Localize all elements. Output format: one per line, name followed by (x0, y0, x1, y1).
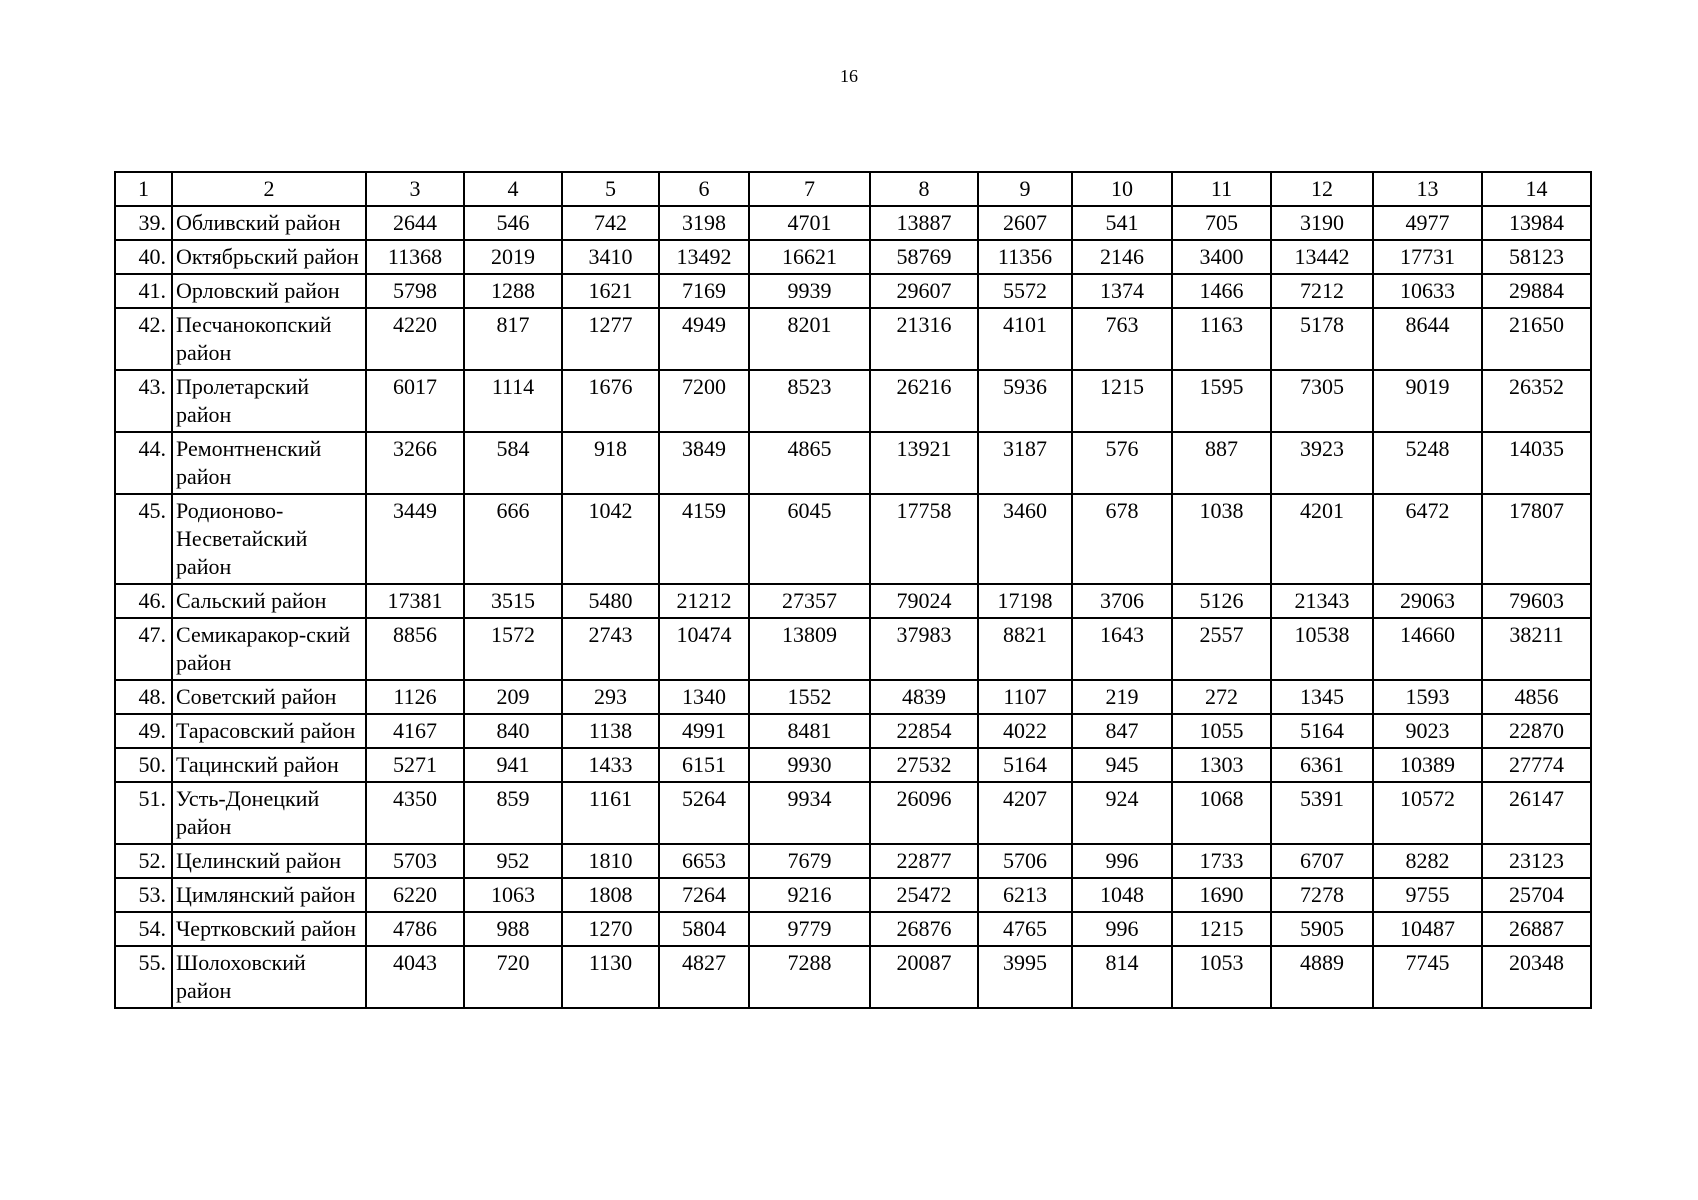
value-cell: 17758 (870, 494, 978, 584)
row-number: 54. (115, 912, 172, 946)
district-name: Целинский район (172, 844, 366, 878)
value-cell: 3449 (366, 494, 464, 584)
value-cell: 3410 (562, 240, 659, 274)
value-cell: 5798 (366, 274, 464, 308)
table-row (115, 274, 1591, 308)
value-cell: 4350 (366, 782, 464, 844)
value-cell: 58769 (870, 240, 978, 274)
value-cell: 26887 (1482, 912, 1591, 946)
value-cell: 9023 (1373, 714, 1482, 748)
value-cell: 4991 (659, 714, 749, 748)
value-cell: 1138 (562, 714, 659, 748)
value-cell: 1466 (1172, 274, 1271, 308)
value-cell: 209 (464, 680, 562, 714)
value-cell: 17731 (1373, 240, 1482, 274)
value-cell: 952 (464, 844, 562, 878)
page-number: 16 (840, 66, 858, 86)
column-header: 12 (1271, 172, 1373, 206)
value-cell: 4220 (366, 308, 464, 370)
value-cell: 7169 (659, 274, 749, 308)
value-cell: 22877 (870, 844, 978, 878)
value-cell: 3923 (1271, 432, 1373, 494)
value-cell: 27532 (870, 748, 978, 782)
row-number: 43. (115, 370, 172, 432)
value-cell: 859 (464, 782, 562, 844)
value-cell: 584 (464, 432, 562, 494)
value-cell: 1345 (1271, 680, 1373, 714)
value-cell: 4701 (749, 206, 870, 240)
value-cell: 7212 (1271, 274, 1373, 308)
value-cell: 1593 (1373, 680, 1482, 714)
district-name: Цимлянский район (172, 878, 366, 912)
value-cell: 22870 (1482, 714, 1591, 748)
value-cell: 10487 (1373, 912, 1482, 946)
value-cell: 21650 (1482, 308, 1591, 370)
value-cell: 2019 (464, 240, 562, 274)
value-cell: 79603 (1482, 584, 1591, 618)
value-cell: 7305 (1271, 370, 1373, 432)
table-row (115, 206, 1591, 240)
header-row (115, 172, 1591, 206)
table-row (115, 878, 1591, 912)
value-cell: 38211 (1482, 618, 1591, 680)
row-number: 46. (115, 584, 172, 618)
table-row (115, 494, 1591, 584)
row-number: 52. (115, 844, 172, 878)
value-cell: 10474 (659, 618, 749, 680)
value-cell: 1053 (1172, 946, 1271, 1008)
row-number: 42. (115, 308, 172, 370)
value-cell: 6707 (1271, 844, 1373, 878)
value-cell: 17807 (1482, 494, 1591, 584)
value-cell: 13887 (870, 206, 978, 240)
value-cell: 25704 (1482, 878, 1591, 912)
value-cell: 7745 (1373, 946, 1482, 1008)
value-cell: 4101 (978, 308, 1072, 370)
value-cell: 4201 (1271, 494, 1373, 584)
value-cell: 4765 (978, 912, 1072, 946)
district-name: Советский район (172, 680, 366, 714)
value-cell: 3460 (978, 494, 1072, 584)
value-cell: 8481 (749, 714, 870, 748)
value-cell: 1810 (562, 844, 659, 878)
row-number: 55. (115, 946, 172, 1008)
value-cell: 1572 (464, 618, 562, 680)
value-cell: 5164 (978, 748, 1072, 782)
value-cell: 11356 (978, 240, 1072, 274)
value-cell: 705 (1172, 206, 1271, 240)
value-cell: 996 (1072, 844, 1172, 878)
district-name: Родионово-Несветайский район (172, 494, 366, 584)
value-cell: 5706 (978, 844, 1072, 878)
value-cell: 1055 (1172, 714, 1271, 748)
value-cell: 13921 (870, 432, 978, 494)
district-name: Ремонтненский район (172, 432, 366, 494)
value-cell: 14035 (1482, 432, 1591, 494)
value-cell: 37983 (870, 618, 978, 680)
data-table (114, 171, 1592, 1009)
value-cell: 1733 (1172, 844, 1271, 878)
value-cell: 26352 (1482, 370, 1591, 432)
value-cell: 742 (562, 206, 659, 240)
value-cell: 11368 (366, 240, 464, 274)
value-cell: 1126 (366, 680, 464, 714)
value-cell: 16621 (749, 240, 870, 274)
table-row (115, 782, 1591, 844)
table-row (115, 370, 1591, 432)
value-cell: 6220 (366, 878, 464, 912)
value-cell: 4856 (1482, 680, 1591, 714)
value-cell: 3706 (1072, 584, 1172, 618)
value-cell: 9934 (749, 782, 870, 844)
value-cell: 7200 (659, 370, 749, 432)
column-header: 10 (1072, 172, 1172, 206)
value-cell: 26876 (870, 912, 978, 946)
value-cell: 23123 (1482, 844, 1591, 878)
value-cell: 1114 (464, 370, 562, 432)
value-cell: 14660 (1373, 618, 1482, 680)
district-name: Семикаракор-ский район (172, 618, 366, 680)
value-cell: 8644 (1373, 308, 1482, 370)
value-cell: 5178 (1271, 308, 1373, 370)
value-cell: 814 (1072, 946, 1172, 1008)
table-row (115, 946, 1591, 1008)
value-cell: 21343 (1271, 584, 1373, 618)
value-cell: 5572 (978, 274, 1072, 308)
value-cell: 6213 (978, 878, 1072, 912)
table-row (115, 844, 1591, 878)
row-number: 45. (115, 494, 172, 584)
value-cell: 5703 (366, 844, 464, 878)
value-cell: 1068 (1172, 782, 1271, 844)
value-cell: 5936 (978, 370, 1072, 432)
value-cell: 9930 (749, 748, 870, 782)
value-cell: 763 (1072, 308, 1172, 370)
value-cell: 2607 (978, 206, 1072, 240)
district-name: Обливский район (172, 206, 366, 240)
value-cell: 1215 (1172, 912, 1271, 946)
value-cell: 5248 (1373, 432, 1482, 494)
value-cell: 26216 (870, 370, 978, 432)
column-header: 5 (562, 172, 659, 206)
value-cell: 941 (464, 748, 562, 782)
value-cell: 1433 (562, 748, 659, 782)
row-number: 50. (115, 748, 172, 782)
value-cell: 1690 (1172, 878, 1271, 912)
value-cell: 3849 (659, 432, 749, 494)
value-cell: 4889 (1271, 946, 1373, 1008)
value-cell: 58123 (1482, 240, 1591, 274)
value-cell: 9939 (749, 274, 870, 308)
value-cell: 1038 (1172, 494, 1271, 584)
value-cell: 1303 (1172, 748, 1271, 782)
value-cell: 2146 (1072, 240, 1172, 274)
value-cell: 887 (1172, 432, 1271, 494)
value-cell: 5391 (1271, 782, 1373, 844)
value-cell: 1552 (749, 680, 870, 714)
value-cell: 7288 (749, 946, 870, 1008)
district-name: Песчанокопский район (172, 308, 366, 370)
value-cell: 293 (562, 680, 659, 714)
value-cell: 4159 (659, 494, 749, 584)
value-cell: 5804 (659, 912, 749, 946)
district-name: Чертковский район (172, 912, 366, 946)
value-cell: 4949 (659, 308, 749, 370)
value-cell: 13492 (659, 240, 749, 274)
value-cell: 996 (1072, 912, 1172, 946)
district-name: Орловский район (172, 274, 366, 308)
value-cell: 1215 (1072, 370, 1172, 432)
value-cell: 27357 (749, 584, 870, 618)
value-cell: 272 (1172, 680, 1271, 714)
row-number: 40. (115, 240, 172, 274)
value-cell: 26147 (1482, 782, 1591, 844)
value-cell: 5126 (1172, 584, 1271, 618)
value-cell: 8856 (366, 618, 464, 680)
value-cell: 79024 (870, 584, 978, 618)
value-cell: 27774 (1482, 748, 1591, 782)
column-header: 7 (749, 172, 870, 206)
column-header: 9 (978, 172, 1072, 206)
value-cell: 13809 (749, 618, 870, 680)
value-cell: 988 (464, 912, 562, 946)
value-cell: 1270 (562, 912, 659, 946)
value-cell: 9755 (1373, 878, 1482, 912)
value-cell: 666 (464, 494, 562, 584)
value-cell: 1277 (562, 308, 659, 370)
value-cell: 7278 (1271, 878, 1373, 912)
column-header: 14 (1482, 172, 1591, 206)
row-number: 44. (115, 432, 172, 494)
district-name: Тарасовский район (172, 714, 366, 748)
value-cell: 6472 (1373, 494, 1482, 584)
column-header: 1 (115, 172, 172, 206)
value-cell: 219 (1072, 680, 1172, 714)
value-cell: 9216 (749, 878, 870, 912)
value-cell: 13442 (1271, 240, 1373, 274)
value-cell: 817 (464, 308, 562, 370)
column-header: 8 (870, 172, 978, 206)
column-header: 3 (366, 172, 464, 206)
column-header: 11 (1172, 172, 1271, 206)
column-header: 4 (464, 172, 562, 206)
value-cell: 3187 (978, 432, 1072, 494)
value-cell: 29884 (1482, 274, 1591, 308)
value-cell: 1042 (562, 494, 659, 584)
value-cell: 4786 (366, 912, 464, 946)
value-cell: 6361 (1271, 748, 1373, 782)
value-cell: 10389 (1373, 748, 1482, 782)
value-cell: 9019 (1373, 370, 1482, 432)
value-cell: 8282 (1373, 844, 1482, 878)
value-cell: 29607 (870, 274, 978, 308)
value-cell: 26096 (870, 782, 978, 844)
value-cell: 6653 (659, 844, 749, 878)
value-cell: 5264 (659, 782, 749, 844)
district-name: Сальский район (172, 584, 366, 618)
value-cell: 6045 (749, 494, 870, 584)
value-cell: 1643 (1072, 618, 1172, 680)
value-cell: 3995 (978, 946, 1072, 1008)
value-cell: 4207 (978, 782, 1072, 844)
value-cell: 847 (1072, 714, 1172, 748)
value-cell: 10572 (1373, 782, 1482, 844)
value-cell: 20087 (870, 946, 978, 1008)
value-cell: 13984 (1482, 206, 1591, 240)
table-row (115, 618, 1591, 680)
value-cell: 9779 (749, 912, 870, 946)
value-cell: 4043 (366, 946, 464, 1008)
row-number: 41. (115, 274, 172, 308)
table-row (115, 912, 1591, 946)
value-cell: 1063 (464, 878, 562, 912)
row-number: 47. (115, 618, 172, 680)
value-cell: 8201 (749, 308, 870, 370)
row-number: 49. (115, 714, 172, 748)
value-cell: 3190 (1271, 206, 1373, 240)
value-cell: 17381 (366, 584, 464, 618)
column-header: 2 (172, 172, 366, 206)
value-cell: 3400 (1172, 240, 1271, 274)
value-cell: 840 (464, 714, 562, 748)
value-cell: 5271 (366, 748, 464, 782)
value-cell: 3515 (464, 584, 562, 618)
value-cell: 1161 (562, 782, 659, 844)
value-cell: 20348 (1482, 946, 1591, 1008)
value-cell: 945 (1072, 748, 1172, 782)
value-cell: 1676 (562, 370, 659, 432)
value-cell: 918 (562, 432, 659, 494)
table-row (115, 240, 1591, 274)
column-header: 13 (1373, 172, 1482, 206)
value-cell: 6151 (659, 748, 749, 782)
value-cell: 5164 (1271, 714, 1373, 748)
value-cell: 1595 (1172, 370, 1271, 432)
value-cell: 10538 (1271, 618, 1373, 680)
value-cell: 6017 (366, 370, 464, 432)
value-cell: 678 (1072, 494, 1172, 584)
value-cell: 5905 (1271, 912, 1373, 946)
value-cell: 1130 (562, 946, 659, 1008)
table-row (115, 308, 1591, 370)
row-number: 48. (115, 680, 172, 714)
district-name: Октябрьский район (172, 240, 366, 274)
value-cell: 541 (1072, 206, 1172, 240)
value-cell: 7264 (659, 878, 749, 912)
value-cell: 29063 (1373, 584, 1482, 618)
district-name: Тацинский район (172, 748, 366, 782)
table-row (115, 714, 1591, 748)
table-row (115, 432, 1591, 494)
value-cell: 25472 (870, 878, 978, 912)
value-cell: 1808 (562, 878, 659, 912)
value-cell: 924 (1072, 782, 1172, 844)
value-cell: 3266 (366, 432, 464, 494)
value-cell: 21316 (870, 308, 978, 370)
value-cell: 1107 (978, 680, 1072, 714)
value-cell: 576 (1072, 432, 1172, 494)
district-name: Усть-Донецкий район (172, 782, 366, 844)
table-row (115, 748, 1591, 782)
value-cell: 1288 (464, 274, 562, 308)
row-number: 39. (115, 206, 172, 240)
table-row (115, 584, 1591, 618)
value-cell: 1374 (1072, 274, 1172, 308)
column-header: 6 (659, 172, 749, 206)
value-cell: 2743 (562, 618, 659, 680)
value-cell: 1163 (1172, 308, 1271, 370)
value-cell: 1340 (659, 680, 749, 714)
value-cell: 3198 (659, 206, 749, 240)
row-number: 53. (115, 878, 172, 912)
value-cell: 1621 (562, 274, 659, 308)
value-cell: 1048 (1072, 878, 1172, 912)
value-cell: 2557 (1172, 618, 1271, 680)
value-cell: 21212 (659, 584, 749, 618)
value-cell: 4977 (1373, 206, 1482, 240)
value-cell: 2644 (366, 206, 464, 240)
district-name: Пролетарский район (172, 370, 366, 432)
value-cell: 4865 (749, 432, 870, 494)
value-cell: 8821 (978, 618, 1072, 680)
value-cell: 22854 (870, 714, 978, 748)
value-cell: 17198 (978, 584, 1072, 618)
table-body (115, 172, 1591, 1008)
value-cell: 4827 (659, 946, 749, 1008)
value-cell: 5480 (562, 584, 659, 618)
value-cell: 546 (464, 206, 562, 240)
value-cell: 8523 (749, 370, 870, 432)
row-number: 51. (115, 782, 172, 844)
value-cell: 7679 (749, 844, 870, 878)
value-cell: 4022 (978, 714, 1072, 748)
value-cell: 4167 (366, 714, 464, 748)
value-cell: 10633 (1373, 274, 1482, 308)
value-cell: 720 (464, 946, 562, 1008)
district-name: Шолоховский район (172, 946, 366, 1008)
table-row (115, 680, 1591, 714)
value-cell: 4839 (870, 680, 978, 714)
